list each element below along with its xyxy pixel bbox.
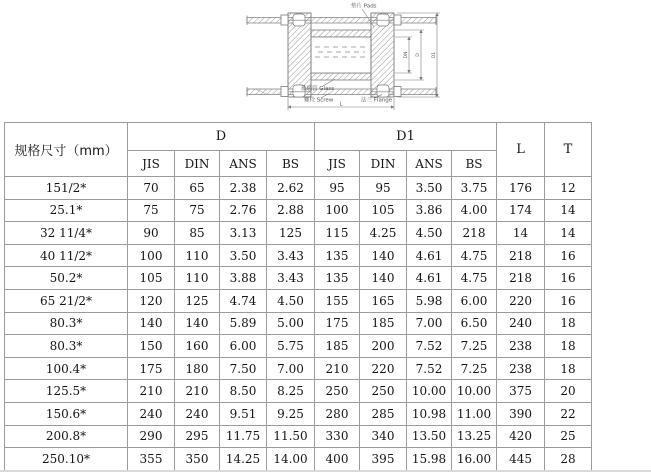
table-cell: 70 <box>128 177 175 200</box>
d-group-header: D <box>128 123 315 151</box>
dimension-d-label: D <box>416 53 421 57</box>
table-cell: 175 <box>315 312 360 335</box>
table-cell: 110 <box>175 267 220 290</box>
table-cell: 14.25 <box>220 448 267 471</box>
table-cell: 100 <box>128 244 175 267</box>
spec-header-cell: 规格尺寸（mm） <box>5 123 128 177</box>
table-cell: 11.00 <box>452 402 497 425</box>
table-cell: 4.50 <box>267 289 315 312</box>
table-cell: 218 <box>452 222 497 245</box>
table-cell: 174 <box>497 199 545 222</box>
table-cell: 2.62 <box>267 177 315 200</box>
table-cell: 135 <box>315 267 360 290</box>
table-cell: 151/2* <box>5 177 128 200</box>
table-cell: 3.43 <box>267 267 315 290</box>
table-cell: 105 <box>128 267 175 290</box>
table-cell: 4.75 <box>452 244 497 267</box>
table-row <box>5 335 592 358</box>
table-cell: 350 <box>175 448 220 471</box>
table-cell: 340 <box>360 425 407 448</box>
table-cell: 3.88 <box>220 267 267 290</box>
standard-header: JIS <box>128 151 175 177</box>
table-cell: 3.86 <box>407 199 452 222</box>
table-row <box>5 312 592 335</box>
table-cell: 185 <box>315 335 360 358</box>
table-row <box>5 289 592 312</box>
table-cell: 28 <box>545 448 592 471</box>
table-cell: 140 <box>175 312 220 335</box>
table-cell: 210 <box>315 357 360 380</box>
table-cell: 2.38 <box>220 177 267 200</box>
table-cell: 7.50 <box>220 357 267 380</box>
table-cell: 6.50 <box>452 312 497 335</box>
standard-header: DIN <box>175 151 220 177</box>
table-cell: 175 <box>128 357 175 380</box>
table-cell: 5.89 <box>220 312 267 335</box>
table-cell: 5.00 <box>267 312 315 335</box>
table-cell: 200.8* <box>5 425 128 448</box>
table-cell: 3.75 <box>452 177 497 200</box>
table-cell: 210 <box>128 380 175 403</box>
table-cell: 105 <box>360 199 407 222</box>
table-cell: 238 <box>497 357 545 380</box>
flange-label: 法兰 Flange <box>361 97 393 104</box>
d1-group-header: D1 <box>315 123 497 151</box>
table-cell: 3.50 <box>220 244 267 267</box>
table-cell: 100.4* <box>5 357 128 380</box>
table-cell: 65 <box>175 177 220 200</box>
table-cell: 12 <box>545 177 592 200</box>
table-row <box>5 199 592 222</box>
table-cell: 150.6* <box>5 402 128 425</box>
table-cell: 150 <box>128 335 175 358</box>
table-cell: 40 11/2* <box>5 244 128 267</box>
table-cell: 11.75 <box>220 425 267 448</box>
table-cell: 9.51 <box>220 402 267 425</box>
table-cell: 240 <box>497 312 545 335</box>
table-cell: 2.88 <box>267 199 315 222</box>
table-cell: 4.75 <box>452 267 497 290</box>
table-cell: 75 <box>128 199 175 222</box>
standard-header: ANS <box>407 151 452 177</box>
table-cell: 4.61 <box>407 244 452 267</box>
table-cell: 5.75 <box>267 335 315 358</box>
table-cell: 25 <box>545 425 592 448</box>
table-cell: 80.3* <box>5 335 128 358</box>
table-cell: 14 <box>497 222 545 245</box>
table-cell: 120 <box>128 289 175 312</box>
table-row <box>5 402 592 425</box>
table-row <box>5 177 592 200</box>
table-cell: 8.25 <box>267 380 315 403</box>
table-cell: 125 <box>175 289 220 312</box>
table-cell: 22 <box>545 402 592 425</box>
table-cell: 200 <box>360 335 407 358</box>
table-cell: 295 <box>175 425 220 448</box>
table-cell: 7.52 <box>407 357 452 380</box>
table-cell: 80.3* <box>5 312 128 335</box>
table-cell: 14.00 <box>267 448 315 471</box>
table-cell: 290 <box>128 425 175 448</box>
standard-header: JIS <box>315 151 360 177</box>
table-cell: 220 <box>497 289 545 312</box>
table-cell: 75 <box>175 199 220 222</box>
table-cell: 10.00 <box>452 380 497 403</box>
table-cell: 125 <box>267 222 315 245</box>
table-row <box>5 425 592 448</box>
table-cell: 3.50 <box>407 177 452 200</box>
technical-drawing <box>225 0 455 120</box>
spec-table <box>4 122 592 471</box>
table-cell: 14 <box>545 199 592 222</box>
dimension-l-label: L <box>339 101 343 108</box>
table-cell: 240 <box>128 402 175 425</box>
table-cell: 5.98 <box>407 289 452 312</box>
table-cell: 220 <box>360 357 407 380</box>
table-cell: 160 <box>175 335 220 358</box>
table-cell: 7.00 <box>407 312 452 335</box>
table-cell: 20 <box>545 380 592 403</box>
table-cell: 4.00 <box>452 199 497 222</box>
table-cell: 16 <box>545 244 592 267</box>
table-cell: 32 11/4* <box>5 222 128 245</box>
table-cell: 13.25 <box>452 425 497 448</box>
table-cell: 400 <box>315 448 360 471</box>
table-cell: 18 <box>545 357 592 380</box>
table-cell: 375 <box>497 380 545 403</box>
table-cell: 250.10* <box>5 448 128 471</box>
table-cell: 2.76 <box>220 199 267 222</box>
table-cell: 355 <box>128 448 175 471</box>
table-cell: 7.25 <box>452 335 497 358</box>
table-cell: 8.50 <box>220 380 267 403</box>
table-cell: 4.25 <box>360 222 407 245</box>
table-cell: 4.50 <box>407 222 452 245</box>
table-cell: 445 <box>497 448 545 471</box>
standard-header: ANS <box>220 151 267 177</box>
spec-table-body <box>5 177 592 471</box>
table-cell: 16 <box>545 267 592 290</box>
table-cell: 140 <box>360 244 407 267</box>
table-cell: 85 <box>175 222 220 245</box>
table-cell: 390 <box>497 402 545 425</box>
table-cell: 176 <box>497 177 545 200</box>
table-cell: 140 <box>360 267 407 290</box>
screw-label: 螺栓 Screw <box>304 97 334 104</box>
table-cell: 3.13 <box>220 222 267 245</box>
glass-tube <box>311 30 371 80</box>
table-cell: 110 <box>175 244 220 267</box>
table-cell: 210 <box>175 380 220 403</box>
table-cell: 240 <box>175 402 220 425</box>
table-row <box>5 380 592 403</box>
table-cell: 18 <box>545 312 592 335</box>
table-row <box>5 267 592 290</box>
table-cell: 280 <box>315 402 360 425</box>
table-cell: 10.00 <box>407 380 452 403</box>
table-cell: 95 <box>360 177 407 200</box>
table-cell: 218 <box>497 244 545 267</box>
pads-label: 垫片 Pads <box>351 3 377 10</box>
glass-label: 玻璃管 Glass <box>301 86 335 92</box>
t-column-header: T <box>545 123 592 177</box>
table-cell: 250 <box>360 380 407 403</box>
table-cell: 155 <box>315 289 360 312</box>
standard-header: BS <box>452 151 497 177</box>
table-cell: 395 <box>360 448 407 471</box>
table-cell: 90 <box>128 222 175 245</box>
table-cell: 180 <box>175 357 220 380</box>
table-cell: 250 <box>315 380 360 403</box>
table-row <box>5 357 592 380</box>
table-cell: 18 <box>545 335 592 358</box>
table-cell: 13.50 <box>407 425 452 448</box>
standard-header: BS <box>267 151 315 177</box>
standard-header: DIN <box>360 151 407 177</box>
table-cell: 100 <box>315 199 360 222</box>
table-row <box>5 222 592 245</box>
table-cell: 135 <box>315 244 360 267</box>
table-cell: 4.61 <box>407 267 452 290</box>
table-cell: 285 <box>360 402 407 425</box>
table-row <box>5 244 592 267</box>
table-cell: 25.1* <box>5 199 128 222</box>
table-cell: 7.25 <box>452 357 497 380</box>
table-row <box>5 448 592 471</box>
table-cell: 14 <box>545 222 592 245</box>
table-cell: 10.98 <box>407 402 452 425</box>
table-cell: 330 <box>315 425 360 448</box>
table-cell: 165 <box>360 289 407 312</box>
table-cell: 16 <box>545 289 592 312</box>
table-cell: 185 <box>360 312 407 335</box>
table-cell: 3.43 <box>267 244 315 267</box>
table-cell: 11.50 <box>267 425 315 448</box>
table-cell: 420 <box>497 425 545 448</box>
table-cell: 4.74 <box>220 289 267 312</box>
table-cell: 7.52 <box>407 335 452 358</box>
table-cell: 95 <box>315 177 360 200</box>
dimension-d1-label: D1 <box>432 51 437 59</box>
table-cell: 218 <box>497 267 545 290</box>
table-cell: 115 <box>315 222 360 245</box>
table-cell: 140 <box>128 312 175 335</box>
table-cell: 15.98 <box>407 448 452 471</box>
table-cell: 238 <box>497 335 545 358</box>
table-cell: 6.00 <box>452 289 497 312</box>
table-cell: 6.00 <box>220 335 267 358</box>
table-cell: 16.00 <box>452 448 497 471</box>
table-cell: 65 21/2* <box>5 289 128 312</box>
dimension-dn-label: DN <box>404 51 409 59</box>
table-cell: 50.2* <box>5 267 128 290</box>
l-column-header: L <box>497 123 545 177</box>
table-cell: 125.5* <box>5 380 128 403</box>
table-cell: 7.00 <box>267 357 315 380</box>
table-cell: 9.25 <box>267 402 315 425</box>
